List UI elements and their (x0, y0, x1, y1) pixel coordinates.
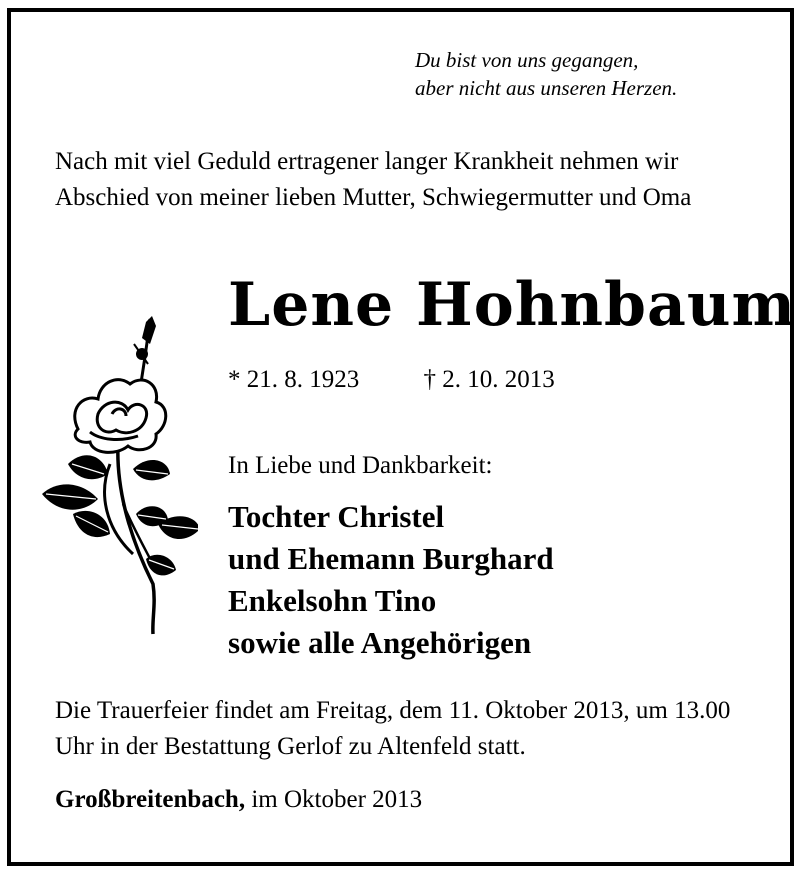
rose-icon (38, 314, 198, 639)
thanks-intro: In Liebe und Dankbarkeit: (228, 452, 493, 479)
mourner-line: Enkelsohn Tino (228, 583, 437, 618)
motto (415, 46, 677, 102)
service-info: Die Trauerfeier findet am Freitag, dem 11. Oktober 2013, um 13.00 Uhr in der Bestattung Gerlof zu Altenfeld statt. (55, 697, 731, 760)
motto-line-2: aber nicht aus unseren Herzen. (415, 76, 678, 100)
place-date (55, 786, 422, 814)
motto-line-1: Du bist von uns gegangen, (415, 48, 639, 72)
mourner-line: Tochter Christel (228, 499, 445, 534)
intro-text: Nach mit viel Geduld ertragener langer Krankheit nehmen wir Abschied von meiner lieben Mutter, Schwiegermutter und Oma (55, 148, 692, 211)
mourners-list (228, 496, 554, 664)
place-month: im Oktober 2013 (251, 786, 423, 813)
life-dates (228, 366, 555, 394)
death-date: † 2. 10. 2013 (423, 366, 555, 393)
mourner-line: sowie alle Angehörigen (228, 625, 532, 660)
birth-date: * 21. 8. 1923 (228, 366, 360, 393)
deceased-name: Lene Hohnbaum (228, 270, 796, 340)
place-town: Großbreitenbach, (55, 786, 246, 813)
mourner-line: und Ehemann Burghard (228, 541, 554, 576)
